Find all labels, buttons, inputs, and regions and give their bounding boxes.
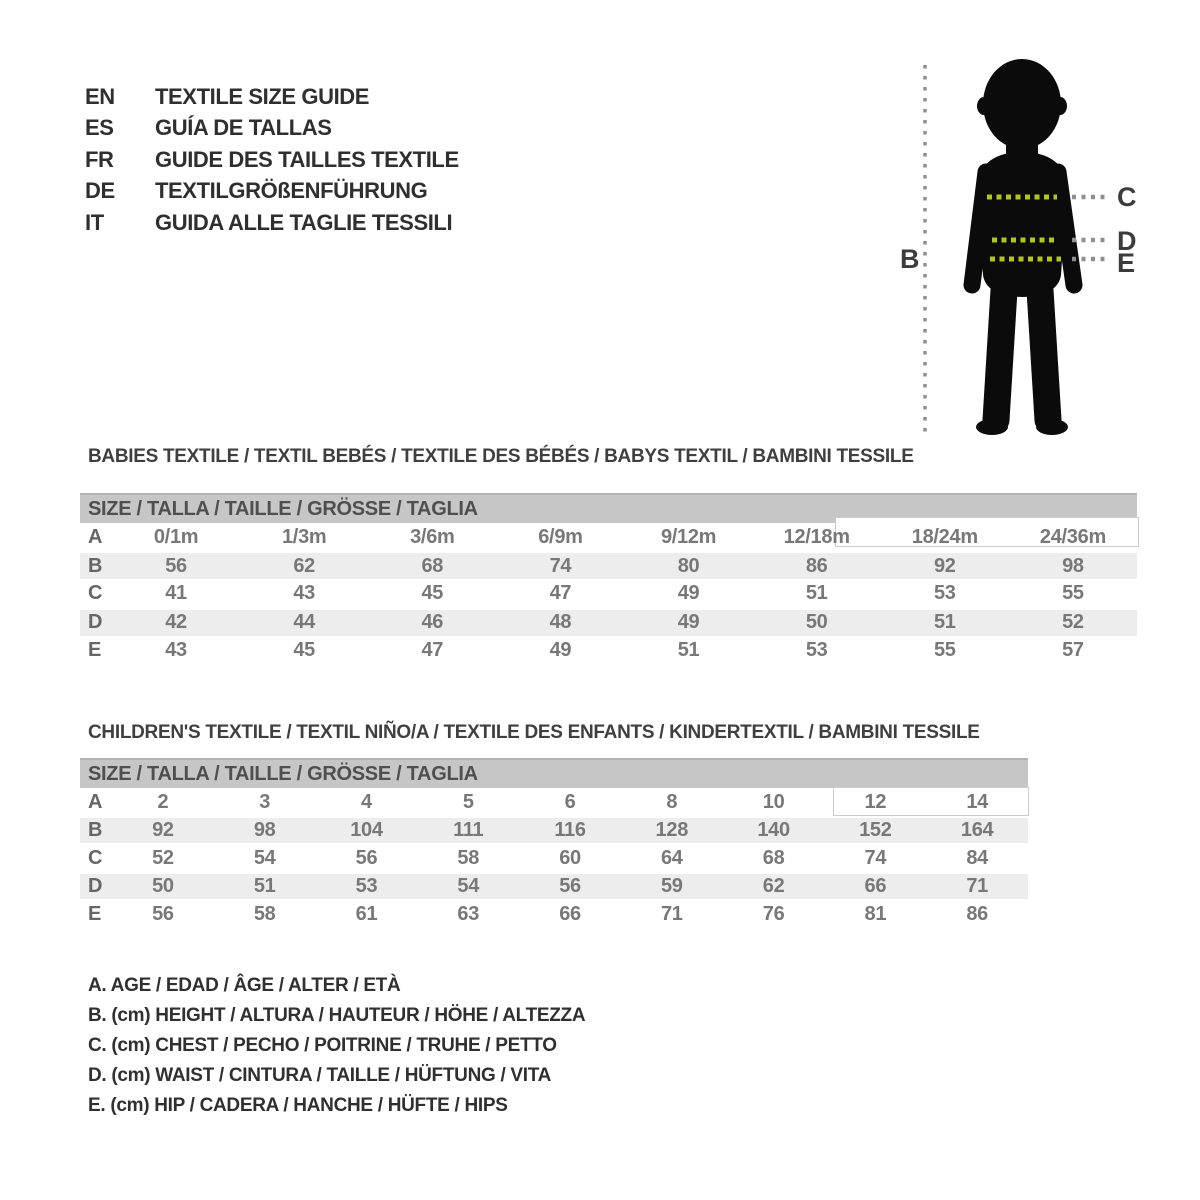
language-row — [85, 144, 459, 176]
babies-size-header: SIZE / TALLA / TAILLE / GRÖSSE / TAGLIA — [80, 493, 1137, 523]
babies-cell: 55 — [933, 639, 956, 662]
language-row — [85, 81, 459, 113]
language-list — [85, 81, 459, 239]
babies-cell: 49 — [549, 639, 572, 662]
children-size-table — [80, 758, 1028, 928]
children-cell: 66 — [864, 875, 887, 897]
children-cell: 116 — [554, 819, 586, 841]
babies-row-label: B — [88, 554, 103, 577]
figure-label-chest: C — [1117, 182, 1137, 212]
children-cell: 63 — [457, 902, 480, 925]
children-row-label: E — [88, 902, 102, 925]
children-cell: 53 — [355, 875, 378, 897]
babies-cell: 41 — [165, 582, 187, 605]
babies-cell: 3/6m — [410, 525, 455, 548]
language-code: DE — [85, 178, 115, 204]
babies-cell: 45 — [293, 639, 316, 662]
children-row-label: C — [88, 846, 103, 869]
children-cell: 59 — [660, 875, 683, 897]
babies-cell: 51 — [805, 582, 828, 605]
children-cell: 104 — [350, 819, 383, 841]
children-cell: 8 — [666, 790, 678, 813]
language-code: FR — [85, 146, 114, 172]
children-cell: 74 — [864, 846, 887, 869]
children-cell: 152 — [859, 819, 892, 841]
babies-row-label: A — [88, 525, 103, 548]
children-cell: 54 — [253, 846, 276, 869]
babies-cell: 74 — [549, 554, 572, 577]
children-row-E — [80, 900, 1028, 928]
children-cell: 10 — [762, 790, 785, 813]
babies-cell: 44 — [293, 611, 316, 634]
children-cell: 50 — [152, 875, 174, 897]
babies-cell: 51 — [677, 639, 700, 662]
children-cell: 3 — [259, 790, 271, 813]
children-cell: 86 — [966, 902, 988, 925]
language-title: TEXTILE SIZE GUIDE — [155, 83, 370, 109]
babies-cell: 18/24m — [911, 525, 978, 548]
legend-line: A. AGE / EDAD / ÂGE / ALTER / ETÀ — [88, 975, 401, 996]
language-row — [85, 176, 459, 208]
children-cell: 98 — [253, 819, 276, 841]
children-cell: 58 — [253, 902, 276, 925]
children-row-label: A — [88, 790, 103, 813]
children-cell: 6 — [564, 790, 576, 813]
babies-cell: 68 — [421, 554, 444, 577]
babies-cell: 43 — [165, 639, 187, 662]
children-cell: 71 — [660, 902, 683, 925]
babies-cell: 51 — [933, 611, 956, 634]
babies-cell: 86 — [805, 554, 828, 577]
babies-cell: 52 — [1062, 611, 1084, 634]
babies-cell: 43 — [293, 582, 316, 605]
children-cell: 164 — [960, 819, 994, 841]
babies-cell: 6/9m — [538, 525, 583, 548]
children-cell: 92 — [152, 819, 174, 841]
children-cell: 76 — [762, 902, 785, 925]
babies-cell: 92 — [933, 554, 956, 577]
children-cell: 51 — [253, 875, 276, 897]
babies-row-E — [80, 637, 1137, 665]
language-code: ES — [85, 115, 114, 141]
children-cell: 64 — [660, 846, 683, 869]
babies-cell: 62 — [293, 554, 316, 577]
children-row-A — [80, 788, 1028, 816]
children-cell: 84 — [966, 846, 988, 869]
legend-line: B. (cm) HEIGHT / ALTURA / HAUTEUR / HÖHE / ALTEZZA — [88, 1005, 586, 1026]
children-row-D — [80, 872, 1028, 900]
legend-line: D. (cm) WAIST / CINTURA / TAILLE / HÜFTUNG / VITA — [88, 1065, 552, 1086]
babies-cell: 53 — [805, 639, 828, 662]
children-cell: 60 — [559, 846, 581, 869]
children-cell: 61 — [355, 902, 378, 925]
children-cell: 66 — [559, 902, 581, 925]
babies-cell: 24/36m — [1039, 525, 1106, 548]
babies-cell: 12/18m — [783, 525, 850, 548]
babies-row-label: D — [88, 611, 103, 634]
babies-section-heading: BABIES TEXTILE / TEXTIL BEBÉS / TEXTILE DES BÉBÉS / BABYS TEXTIL / BAMBINI TESSILE — [88, 446, 914, 467]
children-cell: 56 — [152, 902, 174, 925]
language-row — [85, 113, 459, 145]
children-cell: 71 — [966, 875, 988, 897]
babies-cell: 49 — [677, 611, 700, 634]
language-title: GUIDA ALLE TAGLIE TESSILI — [155, 209, 453, 235]
babies-cell: 47 — [549, 582, 572, 605]
babies-cell: 98 — [1062, 554, 1084, 577]
children-cell: 54 — [457, 875, 480, 897]
children-cell: 140 — [757, 819, 790, 841]
children-cell: 4 — [361, 790, 372, 813]
children-section-heading: CHILDREN'S TEXTILE / TEXTIL NIÑO/A / TEXTILE DES ENFANTS / KINDERTEXTIL / BAMBINI TESSILE — [88, 722, 980, 743]
children-cell: 128 — [655, 819, 689, 841]
children-cell: 56 — [355, 846, 378, 869]
language-code: IT — [85, 209, 104, 235]
figure-label-height: B — [900, 244, 920, 274]
babies-cell: 57 — [1062, 639, 1084, 662]
babies-row-label: E — [88, 639, 102, 662]
babies-cell: 9/12m — [660, 525, 717, 548]
babies-row-B — [80, 551, 1137, 579]
children-cell: 58 — [457, 846, 480, 869]
babies-cell: 48 — [549, 611, 572, 634]
language-title: TEXTILGRÖßENFÜHRUNG — [155, 178, 428, 204]
babies-cell: 0/1m — [153, 525, 199, 548]
figure-label-hip: E — [1117, 248, 1136, 278]
children-row-B — [80, 816, 1028, 844]
children-cell: 12 — [864, 790, 887, 813]
children-row-label: B — [88, 819, 103, 841]
children-cell: 111 — [453, 819, 484, 841]
babies-cell: 53 — [933, 582, 956, 605]
babies-cell: 1/3m — [281, 525, 327, 548]
language-code: EN — [85, 83, 115, 109]
children-row-label: D — [88, 875, 103, 897]
measurement-legend — [88, 971, 585, 1121]
babies-cell: 45 — [421, 582, 444, 605]
legend-line: E. (cm) HIP / CADERA / HANCHE / HÜFTE / HIPS — [88, 1095, 508, 1116]
children-cell: 68 — [762, 846, 785, 869]
legend-line: C. (cm) CHEST / PECHO / POITRINE / TRUHE / PETTO — [88, 1035, 557, 1056]
children-cell: 5 — [462, 790, 474, 813]
babies-cell: 56 — [165, 554, 187, 577]
children-cell: 56 — [559, 875, 581, 897]
children-size-header: SIZE / TALLA / TAILLE / GRÖSSE / TAGLIA — [80, 758, 1028, 788]
language-title: GUIDE DES TAILLES TEXTILE — [155, 146, 459, 172]
child-measurement-figure — [895, 42, 1200, 467]
children-cell: 52 — [152, 846, 174, 869]
children-cell: 2 — [157, 790, 169, 813]
children-cell: 62 — [762, 875, 785, 897]
children-cell: 14 — [966, 790, 988, 813]
figure-label-waist: D — [1117, 226, 1137, 256]
babies-row-C — [80, 580, 1137, 608]
babies-cell: 55 — [1062, 582, 1084, 605]
babies-row-D — [80, 608, 1137, 636]
babies-cell: 42 — [165, 611, 187, 634]
language-title: GUÍA DE TALLAS — [155, 115, 332, 141]
babies-cell: 46 — [421, 611, 444, 634]
babies-row-A — [80, 523, 1137, 551]
babies-cell: 49 — [677, 582, 700, 605]
babies-row-label: C — [88, 582, 103, 605]
children-cell: 81 — [864, 902, 887, 925]
language-row — [85, 207, 459, 239]
children-row-C — [80, 844, 1028, 872]
babies-cell: 50 — [805, 611, 828, 634]
babies-cell: 47 — [421, 639, 444, 662]
babies-cell: 80 — [677, 554, 700, 577]
